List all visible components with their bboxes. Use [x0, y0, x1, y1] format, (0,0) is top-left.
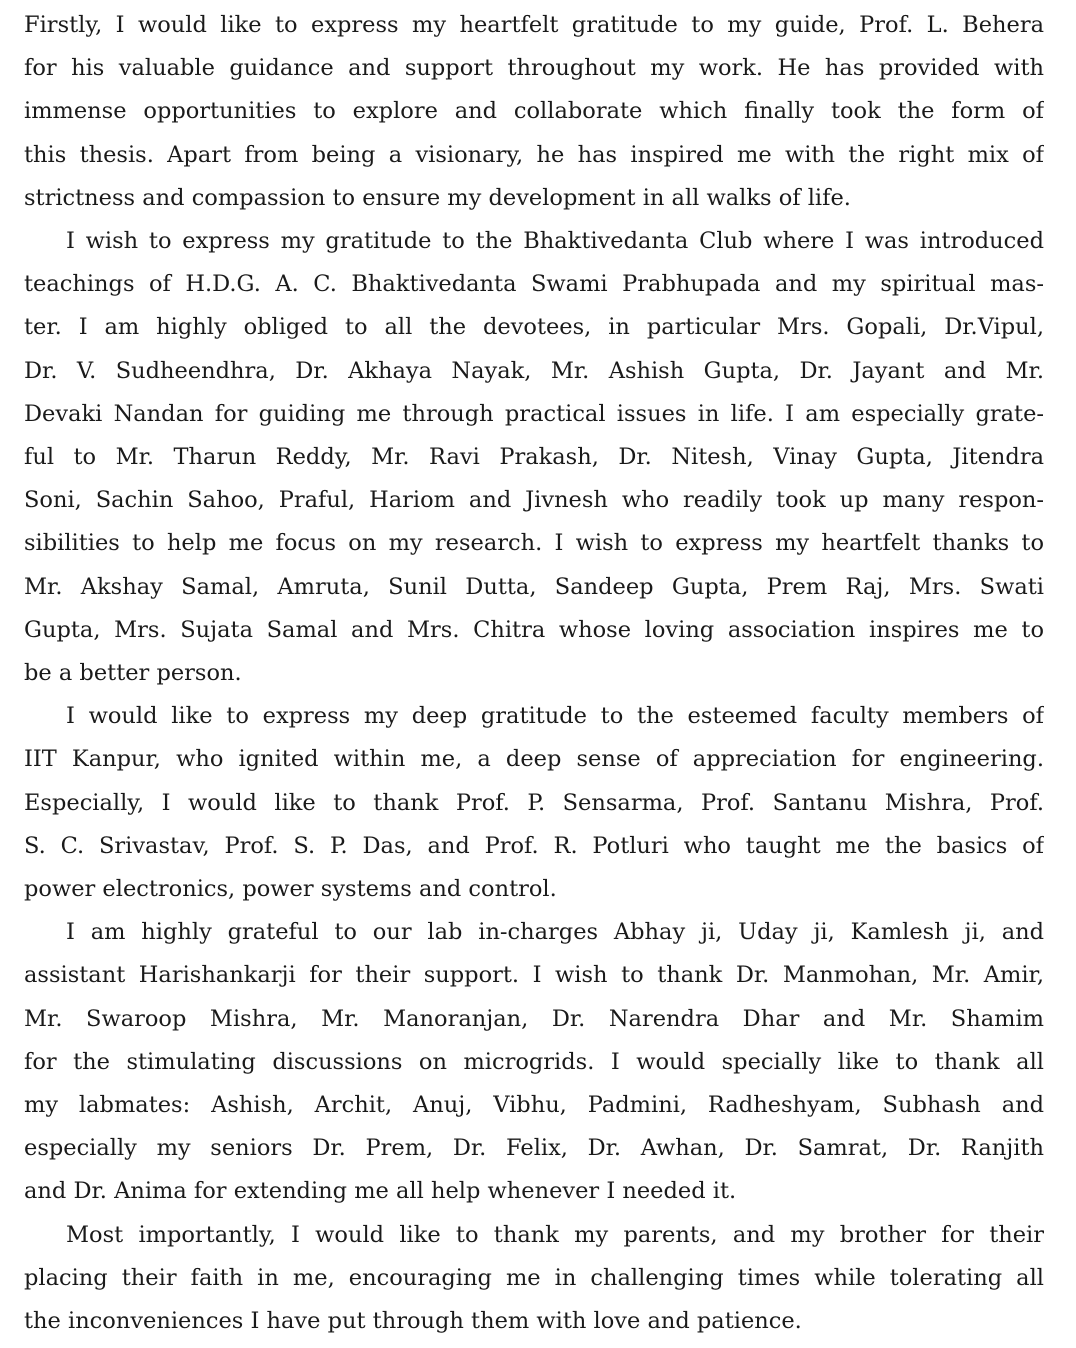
text-line: especially my seniors Dr. Prem, Dr. Felix, Dr. Awhan, Dr. Samrat, Dr. Ranjith	[24, 1135, 1044, 1162]
text-line: teachings of H.D.G. A. C. Bhaktivedanta Swami Prabhupada and my spiritual mas-	[24, 271, 1044, 298]
text-line: assistant Harishankarji for their support. I wish to thank Dr. Manmohan, Mr. Amir,	[24, 962, 1044, 989]
paragraph-4	[24, 911, 1044, 1213]
paragraph-3	[24, 695, 1044, 911]
paragraph-5	[24, 1214, 1044, 1344]
text-line: and Dr. Anima for extending me all help whenever I needed it.	[24, 1178, 737, 1205]
paragraph-2	[24, 220, 1044, 695]
text-line: Devaki Nandan for guiding me through practical issues in life. I am especially grate-	[24, 400, 1044, 427]
paragraph-1	[24, 4, 1044, 220]
text-line: Dr. V. Sudheendhra, Dr. Akhaya Nayak, Mr. Ashish Gupta, Dr. Jayant and Mr.	[24, 357, 1044, 384]
text-line: Most importantly, I would like to thank my parents, and my brother for their	[66, 1221, 1044, 1248]
acknowledgement-page	[24, 4, 1044, 1343]
text-line: Gupta, Mrs. Sujata Samal and Mrs. Chitra whose loving association inspires me to	[24, 616, 1044, 643]
text-line: be a better person.	[24, 660, 242, 687]
text-line: the inconveniences I have put through them with love and patience.	[24, 1308, 802, 1335]
text-line: strictness and compassion to ensure my development in all walks of life.	[24, 184, 851, 211]
text-line: placing their faith in me, encouraging me in challenging times while tolerating all	[24, 1264, 1044, 1291]
text-line: my labmates: Ashish, Archit, Anuj, Vibhu, Padmini, Radheshyam, Subhash and	[24, 1092, 1044, 1119]
text-line: power electronics, power systems and control.	[24, 876, 557, 903]
text-line: Soni, Sachin Sahoo, Praful, Hariom and Jivnesh who readily took up many respon-	[24, 487, 1044, 514]
text-line: I am highly grateful to our lab in-charges Abhay ji, Uday ji, Kamlesh ji, and	[66, 919, 1044, 946]
text-line: IIT Kanpur, who ignited within me, a deep sense of appreciation for engineering.	[24, 746, 1044, 773]
text-line: S. C. Srivastav, Prof. S. P. Das, and Prof. R. Potluri who taught me the basics of	[24, 832, 1044, 859]
text-line: sibilities to help me focus on my research. I wish to express my heartfelt thanks to	[24, 530, 1044, 557]
text-line: I would like to express my deep gratitude to the esteemed faculty members of	[66, 703, 1044, 730]
text-line: ter. I am highly obliged to all the devotees, in particular Mrs. Gopali, Dr.Vipul,	[24, 314, 1044, 341]
text-line: for the stimulating discussions on microgrids. I would specially like to thank all	[24, 1048, 1044, 1075]
text-line: Firstly, I would like to express my heartfelt gratitude to my guide, Prof. L. Behera	[24, 12, 1044, 38]
text-line: I wish to express my gratitude to the Bhaktivedanta Club where I was introduced	[66, 228, 1044, 255]
text-line: for his valuable guidance and support throughout my work. He has provided with	[24, 55, 1044, 82]
text-line: Mr. Swaroop Mishra, Mr. Manoranjan, Dr. Narendra Dhar and Mr. Shamim	[24, 1005, 1044, 1032]
text-line: this thesis. Apart from being a visionary, he has inspired me with the right mix of	[24, 141, 1044, 168]
text-line: Mr. Akshay Samal, Amruta, Sunil Dutta, Sandeep Gupta, Prem Raj, Mrs. Swati	[24, 573, 1044, 600]
text-line: Especially, I would like to thank Prof. P. Sensarma, Prof. Santanu Mishra, Prof.	[24, 789, 1044, 816]
text-line: immense opportunities to explore and collaborate which finally took the form of	[24, 98, 1044, 125]
text-line: ful to Mr. Tharun Reddy, Mr. Ravi Prakash, Dr. Nitesh, Vinay Gupta, Jitendra	[24, 444, 1044, 471]
